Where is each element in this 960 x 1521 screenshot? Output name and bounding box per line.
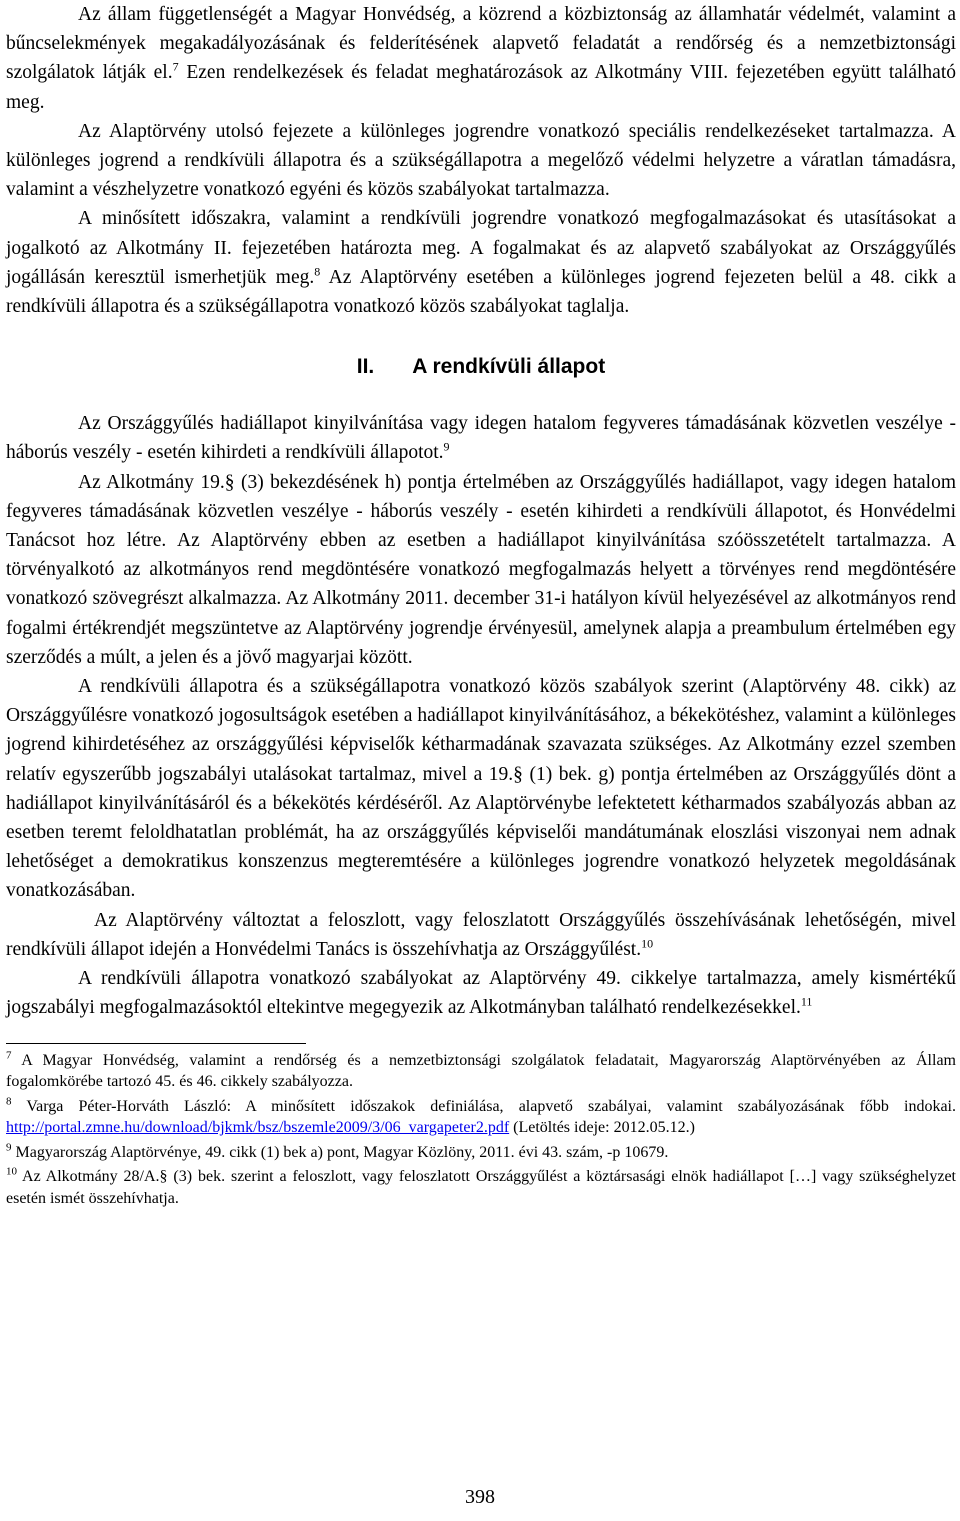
footnote: $^9$ Magyarország Alaptörvénye, 49. cikk (1) bek a) pont, Magyar Közlöny, 2011. évi 43. szám, -p 10679.: [6, 1141, 669, 1161]
footnote: $^{10}$ Az Alkotmány 28/A.§ (3) bek. szerint a feloszlott, vagy feloszlatott Országgyűlést a köztársasági elnök hadiállapot […] vagy szükséghelyzet esetén ismét összehívhatja.: [6, 1165, 957, 1207]
footnote-ref[interactable]: 9: [443, 439, 450, 454]
footnote-ref[interactable]: 8: [314, 264, 321, 279]
page-number: 398: [465, 1486, 495, 1508]
footnote-separator: [6, 1043, 306, 1044]
section-heading: [6, 355, 956, 379]
section-title: A rendkívüli állapot: [412, 355, 606, 379]
section-number: II.: [356, 355, 375, 379]
document-page: [6, 0, 956, 1212]
paragraph: Az állam függetlenségét a Magyar Honvédség, a közrend a közbiztonság az államhatár védelmét, valamint a bűncselekmények megakadályozásának és felderítésének alapvető feladatát a rendőrség és a nemzetbiztonsági szolgálatok látják el.$^7$ Ezen rendelkezések és feladat meghatározások az Alkotmány VIII. fejezetében együtt található meg.: [6, 4, 956, 113]
footnote-ref[interactable]: 11: [800, 994, 813, 1009]
footnote: $^7$ A Magyar Honvédség, valamint a rendőrség és a nemzetbiztonsági szolgálatok feladatait, Magyarország Alaptörvényében az Állam fogalomkörébe tartozó 45. és 46. cikkely szabályozza.: [6, 1049, 956, 1090]
footnote-ref[interactable]: 10: [641, 936, 654, 951]
paragraph: Az Alkotmány 19.§ (3) bekezdésének h) pontja értelmében az Országgyűlés hadiállapot, vagy idegen hatalom fegyveres támadásának közvetlen veszélye - háborús veszély - esetén kihirdeti a rendkívüli állapotot, és Honvédelmi Tanácsot hoz létre. Az Alaptörvény ebben az esetben a hadiállapot kinyilvánítása szóösszetételt tartalmazza. A törvényalkotó az alkotmányos rend megdöntésére vonatkozó megfogalmazás helyett a törvényes rend megdöntésére vonatkozó szövegrészt alkalmazza. Az Alkotmány 2011. december 31-i hatályon kívül helyezésével az alkotmányos rend fogalmi értékrendjét megszüntetve az Alaptörvény jogrendje érvényesül, amelynek alapja a preambulum értelmében egy szerződés a múlt, a jelen és a jövő magyarjai között.: [6, 471, 956, 668]
paragraph: Az Alaptörvény változtat a feloszlott, vagy feloszlatott Országgyűlés összehívásának lehetőségén, mivel rendkívüli állapot idején a Honvédelmi Tanács is összehívhatja az Országgyűlést.$^{10}$: [6, 909, 956, 960]
footnote: $^8$ Varga Péter-Horváth László: A minősített időszakok definiálása, alapvető szabályai, valamint szabályozásának főbb indokai. http://portal.zmne.hu/download/bjkmk/bsz/bszemle2009/3/06_vargapeter2.pdf (Letöltés ideje: 2012.05.12.): [6, 1095, 956, 1136]
paragraph: A rendkívüli állapotra vonatkozó szabályokat az Alaptörvény 49. cikkelye tartalmazza, amely kismértékű jogszabályi megfogalmazásoktól eltekintve megegyezik az Alkotmányban található rendelkezésekkel.$^{11}$: [6, 968, 956, 1019]
footnote-ref[interactable]: 7: [172, 59, 179, 74]
footnote-link[interactable]: http://portal.zmne.hu/download/bjkmk/bsz/bszemle2009/3/06_vargapeter2.pdf: [6, 1119, 510, 1136]
paragraph: A rendkívüli állapotra és a szükségállapotra vonatkozó közös szabályok szerint (Alaptörvény 48. cikk) az Országgyűlésre vonatkozó jogosultságok esetében a hadiállapot kinyilvánításához, a békekötéshez, valamint a különleges jogrend kihirdetéséhez az országgyűlési képviselők kétharmadának szavazata szükséges. Az Alkotmány ezzel szemben relatív egyszerűbb jogszabályi utalásokat tartalmaz, mivel a 19.§ (1) bek. g) pontja értelmében az Országgyűlés dönt a hadiállapot kinyilvánításáról és a békekötés kérdéséről. Az Alaptörvénybe lefektetett kétharmados szabályozás abban az esetben teremt feloldhatatlan problémát, ha az országgyűlés képviselői mandátumának eloszlási viszonyai nem adnak lehetőséget a demokratikus konszenzus megteremtésére a különleges jogrendre vonatkozó helyzetek megoldásának vonatkozásában.: [6, 676, 956, 902]
paragraph: Az Alaptörvény utolsó fejezete a különleges jogrendre vonatkozó speciális rendelkezéseket tartalmazza. A különleges jogrend a rendkívüli állapotra és a szükségállapotra a megelőző védelmi helyzetre a váratlan támadásra, valamint a vészhelyzetre vonatkozó egyéni és közös szabályokat tartalmazza.: [6, 120, 956, 201]
paragraph: A minősített időszakra, valamint a rendkívüli jogrendre vonatkozó megfogalmazásokat és utasításokat a jogalkotó az Alkotmány II. fejezetében határozta meg. A fogalmakat és az alapvető szabályokat az Országgyűlés jogállásán keresztül ismerhetjük meg.$^8$ Az Alaptörvény esetében a különleges jogrend fejezeten belül a 48. cikk a rendkívüli állapotra és a szükségállapotra vonatkozó közös szabályokat taglalja.: [6, 208, 956, 318]
paragraph: Az Országgyűlés hadiállapot kinyilvánítása vagy idegen hatalom fegyveres támadásának közvetlen veszélye - háborús veszély - esetén kihirdeti a rendkívüli állapotot.$^9$: [6, 413, 956, 464]
